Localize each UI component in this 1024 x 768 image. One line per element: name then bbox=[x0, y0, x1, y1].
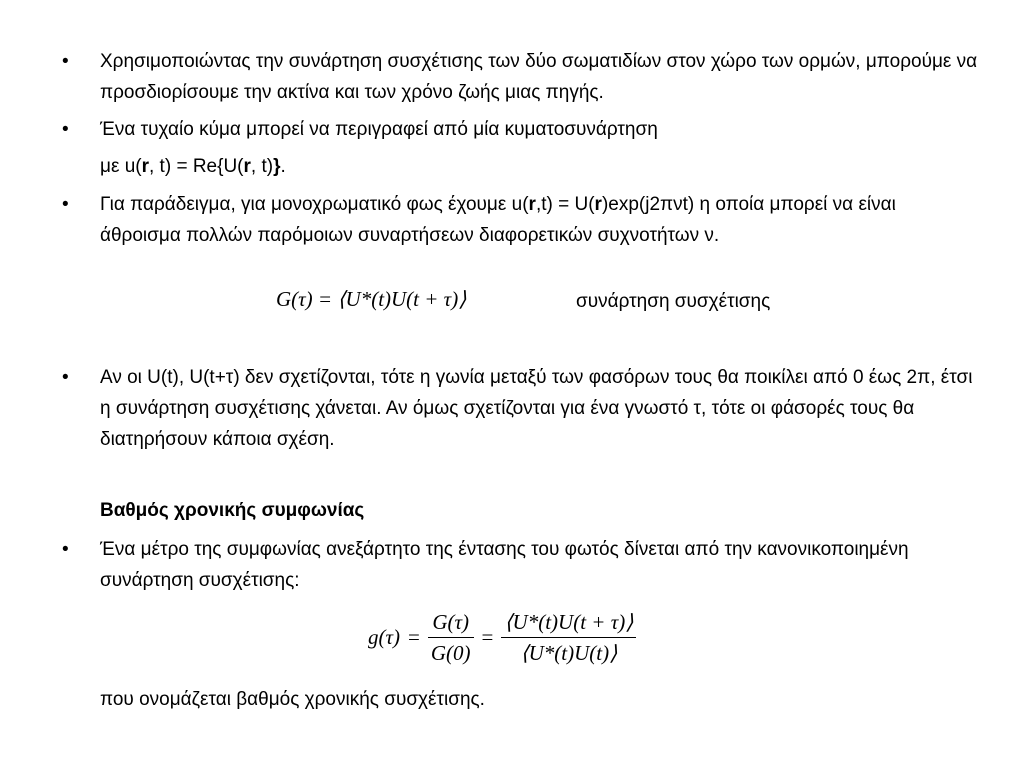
equals-sign: = bbox=[481, 624, 494, 649]
equation-lhs: g(τ) bbox=[368, 624, 401, 649]
fraction-numerator: ⟨U*(t)U(t + τ)⟩ bbox=[501, 609, 636, 638]
fraction-denominator: G(0) bbox=[430, 640, 471, 665]
paragraph-monochromatic-light: Για παράδειγμα, για μονοχρωματικό φως έχουμε u(r,t) = U(r)exp(j2πνt) η οποία μπορεί να είναι άθροισμα πολλών παρόμοιων συναρτήσεων διαφορετικών συχνοτήτων ν. bbox=[100, 194, 896, 246]
bullet-marker: • bbox=[62, 194, 69, 215]
section-heading: Βαθμός χρονικής συμφωνίας bbox=[100, 500, 365, 521]
paragraph-coherence-measure: Ένα μέτρο της συμφωνίας ανεξάρτητο της έντασης του φωτός δίνεται από την κανονικοποιημένη συνάρτηση συσχέτισης: bbox=[100, 539, 909, 591]
equals-sign: = bbox=[408, 624, 420, 649]
fraction-denominator: ⟨U*(t)U(t)⟩ bbox=[520, 640, 618, 665]
fraction-U bbox=[501, 609, 636, 666]
fraction-numerator: G(τ) bbox=[428, 609, 474, 638]
equation-correlation-function: G(τ) = ⟨U*(t)U(t + τ)⟩ bbox=[276, 287, 467, 311]
fraction-G bbox=[428, 609, 474, 666]
paragraph-degree-of-correlation: που ονομάζεται βαθμός χρονικής συσχέτισης. bbox=[100, 689, 485, 710]
random-wave-formula: με u(r, t) = Re{U(r, t)}. bbox=[100, 156, 286, 177]
equation-label: συνάρτηση συσχέτισης bbox=[576, 291, 771, 312]
bullet-marker: • bbox=[62, 367, 69, 388]
equation-normalized-correlation bbox=[368, 601, 636, 673]
random-wave-line: Ένα τυχαίο κύμα μπορεί να περιγραφεί από μία κυματοσυνάρτηση bbox=[100, 119, 658, 140]
paragraph-random-wave bbox=[100, 114, 980, 182]
paragraph-phasor-correlation: Αν οι U(t), U(t+τ) δεν σχετίζονται, τότε η γωνία μεταξύ των φασόρων τους θα ποικίλει από 0 έως 2π, έτσι η συνάρτηση συσχέτισης χάνεται. Αν όμως σχετίζονται για ένα γνωστό τ, τότε οι φάσορές τους θα διατηρήσουν κάποια σχέση. bbox=[100, 367, 973, 450]
bullet-marker: • bbox=[62, 539, 69, 560]
paragraph-momentum-correlation: Χρησιμοποιώντας την συνάρτηση συσχέτισης των δύο σωματιδίων στον χώρο των ορμών, μπορούμε να προσδιορίσουμε την ακτίνα και των χρόνο ζωής μιας πηγής. bbox=[100, 51, 978, 103]
bullet-marker: • bbox=[62, 51, 69, 72]
bullet-marker: • bbox=[62, 119, 69, 140]
